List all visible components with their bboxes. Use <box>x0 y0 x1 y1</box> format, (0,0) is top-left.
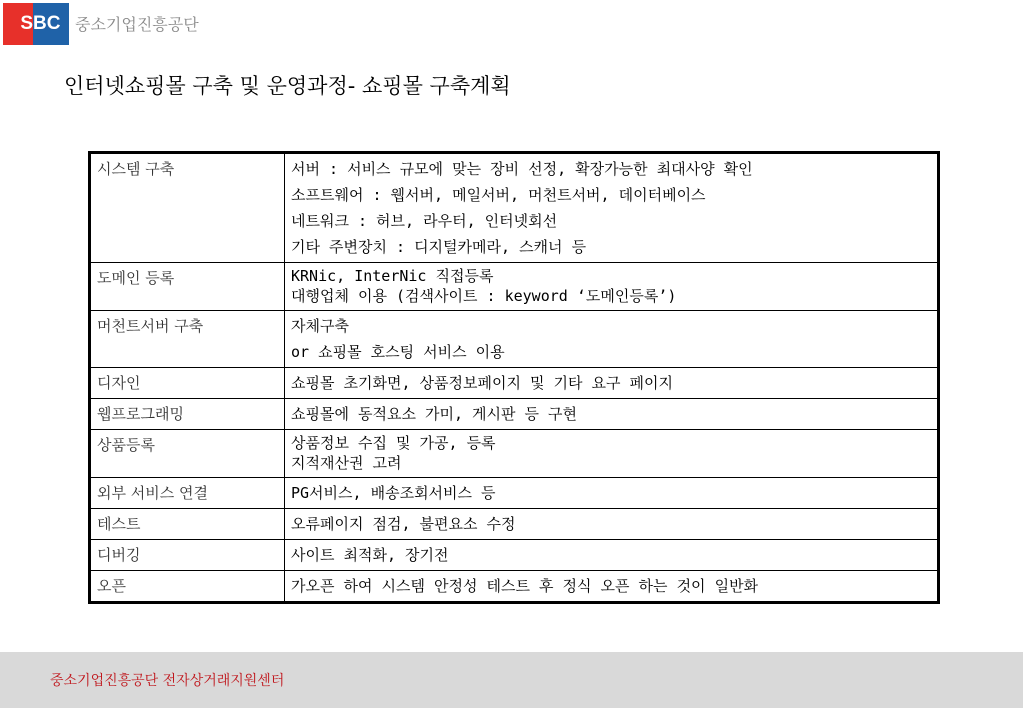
detail-line: 가오픈 하여 시스템 안정성 테스트 후 정식 오픈 하는 것이 일반화 <box>291 577 759 595</box>
detail-line: 자체구축 <box>291 317 349 335</box>
category-cell: 웹프로그래밍 <box>90 399 285 430</box>
detail-cell <box>285 368 939 399</box>
detail-line: or 쇼핑몰 호스팅 서비스 이용 <box>291 343 505 361</box>
detail-line: 상품정보 수집 및 가공, 등록 <box>291 434 496 452</box>
organization-name: 중소기업진흥공단 <box>75 15 199 34</box>
detail-cell <box>285 571 939 603</box>
category-cell: 시스템 구축 <box>90 153 285 263</box>
detail-line: 지적재산권 고려 <box>291 454 402 472</box>
table-row <box>90 153 939 263</box>
detail-line: 기타 주변장치 : 디지털카메라, 스캐너 등 <box>291 238 587 256</box>
category-cell: 상품등록 <box>90 430 285 478</box>
detail-line: 소프트웨어 : 웹서버, 메일서버, 머천트서버, 데이터베이스 <box>291 186 706 204</box>
table-row <box>90 478 939 509</box>
detail-cell <box>285 540 939 571</box>
detail-cell <box>285 478 939 509</box>
sbc-logo <box>3 3 69 45</box>
table-row <box>90 509 939 540</box>
table-row <box>90 311 939 368</box>
detail-line: 대행업체 이용 (검색사이트 : keyword ‘도메인등록’) <box>291 287 677 305</box>
table-row <box>90 263 939 311</box>
detail-line: 서버 : 서비스 규모에 맞는 장비 선정, 확장가능한 최대사양 확인 <box>291 160 753 178</box>
table-row <box>90 571 939 603</box>
table-row <box>90 540 939 571</box>
detail-cell <box>285 153 939 263</box>
footer-text: 중소기업진흥공단 전자상거래지원센터 <box>50 673 285 689</box>
category-cell: 테스트 <box>90 509 285 540</box>
category-cell: 디자인 <box>90 368 285 399</box>
detail-cell <box>285 430 939 478</box>
detail-line: 쇼핑몰에 동적요소 가미, 게시판 등 구현 <box>291 405 578 423</box>
table-row <box>90 399 939 430</box>
table-row <box>90 368 939 399</box>
logo-bc: BC <box>33 3 69 45</box>
category-cell: 디버깅 <box>90 540 285 571</box>
logo-s: S <box>3 3 33 45</box>
category-cell: 머천트서버 구축 <box>90 311 285 368</box>
detail-line: 사이트 최적화, 장기전 <box>291 546 449 564</box>
detail-line: 쇼핑몰 초기화면, 상품정보페이지 및 기타 요구 페이지 <box>291 374 673 392</box>
detail-line: 오류페이지 점검, 불편요소 수정 <box>291 515 516 533</box>
detail-line: PG서비스, 배송조회서비스 등 <box>291 484 496 502</box>
detail-cell <box>285 263 939 311</box>
detail-line: 네트워크 : 허브, 라우터, 인터넷회선 <box>291 212 558 230</box>
category-cell: 도메인 등록 <box>90 263 285 311</box>
footer-bar <box>0 652 1023 708</box>
detail-cell <box>285 311 939 368</box>
page-title: 인터넷쇼핑몰 구축 및 운영과정- 쇼핑몰 구축계획 <box>64 74 511 98</box>
detail-line: KRNic, InterNic 직접등록 <box>291 267 494 285</box>
plan-table <box>88 151 940 604</box>
category-cell: 오픈 <box>90 571 285 603</box>
table-row <box>90 430 939 478</box>
category-cell: 외부 서비스 연결 <box>90 478 285 509</box>
detail-cell <box>285 509 939 540</box>
detail-cell <box>285 399 939 430</box>
